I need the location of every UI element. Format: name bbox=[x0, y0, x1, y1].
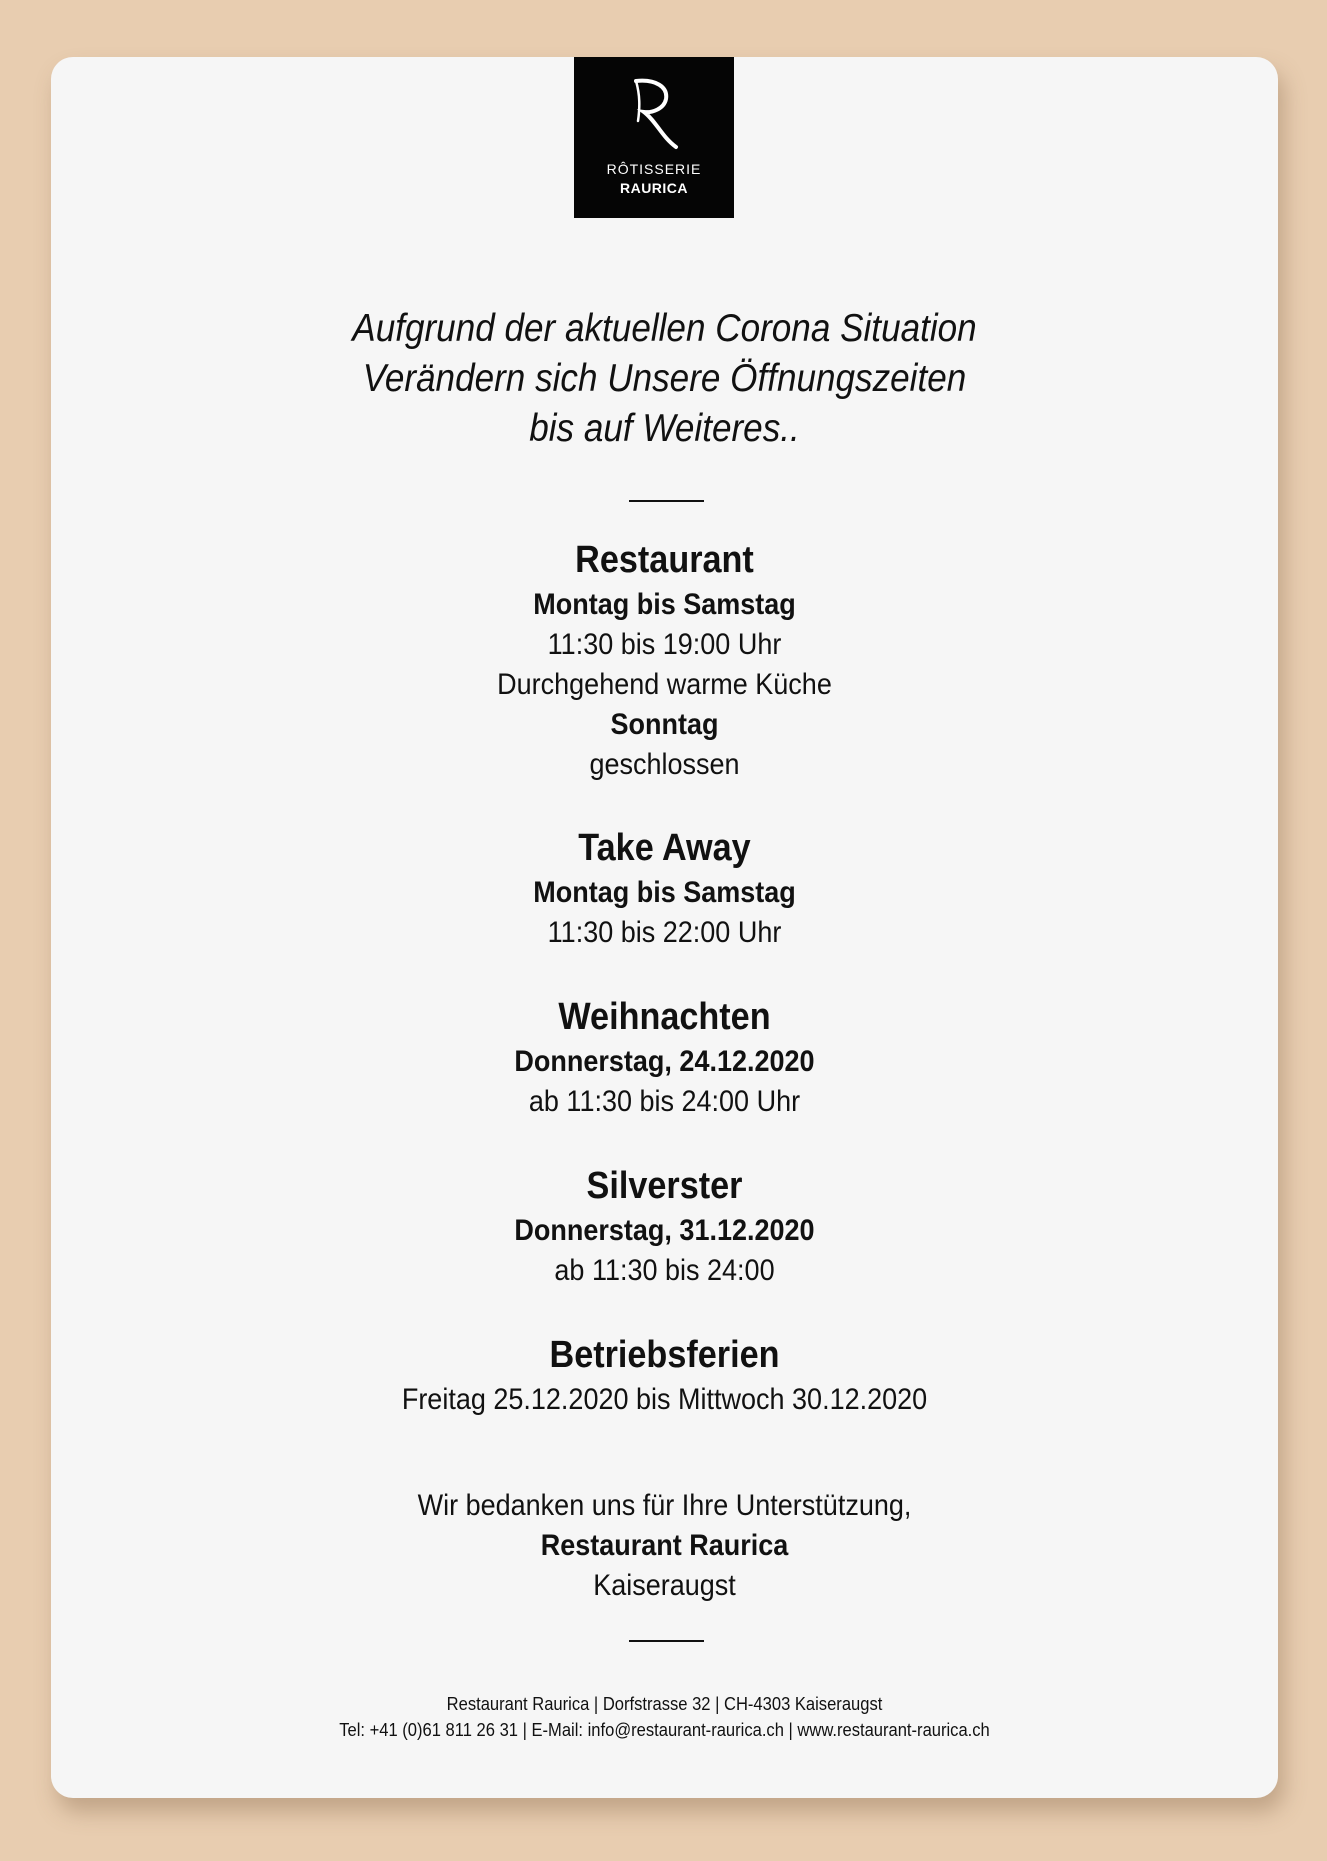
footer bbox=[51, 1691, 1278, 1743]
date-label: Donnerstag, 24.12.2020 bbox=[514, 1045, 815, 1078]
intro-line: Aufgrund der aktuellen Corona Situation bbox=[352, 307, 977, 350]
section-title: Silverster bbox=[586, 1165, 743, 1207]
logo-line-raurica: RAURICA bbox=[619, 180, 689, 196]
thanks-line: Wir bedanken uns für Ihre Unterstützung, bbox=[417, 1489, 912, 1522]
divider-bottom bbox=[629, 1640, 704, 1642]
section-title: Betriebsferien bbox=[549, 1334, 780, 1376]
divider-top bbox=[629, 500, 704, 502]
section-title: Restaurant bbox=[575, 539, 754, 581]
location-text: Kaiseraugst bbox=[593, 1569, 736, 1602]
days-label: Montag bis Samstag bbox=[533, 588, 796, 621]
thanks-block bbox=[51, 1486, 1278, 1606]
footer-address: Restaurant Raurica | Dorfstrasse 32 | CH-4303 Kaiseraugst bbox=[446, 1694, 883, 1714]
date-label: Donnerstag, 31.12.2020 bbox=[514, 1214, 815, 1247]
days-label: Montag bis Samstag bbox=[533, 876, 796, 909]
intro-line: Verändern sich Unsere Öffnungszeiten bbox=[362, 357, 967, 400]
section-title: Take Away bbox=[578, 827, 751, 869]
hours-text: ab 11:30 bis 24:00 bbox=[554, 1254, 775, 1287]
section-takeaway bbox=[51, 823, 1278, 953]
days-label: Sonntag bbox=[610, 708, 719, 741]
restaurant-name: Restaurant Raurica bbox=[540, 1529, 789, 1562]
section-restaurant bbox=[51, 535, 1278, 785]
dates-text: Freitag 25.12.2020 bis Mittwoch 30.12.2020 bbox=[401, 1383, 928, 1416]
section-ferien bbox=[51, 1330, 1278, 1420]
restaurant-logo bbox=[574, 57, 734, 218]
intro-text bbox=[112, 304, 1216, 454]
section-title: Weihnachten bbox=[558, 996, 771, 1038]
intro-line: bis auf Weiteres.. bbox=[529, 407, 800, 450]
hours-text: ab 11:30 bis 24:00 Uhr bbox=[528, 1085, 801, 1118]
kitchen-note: Durchgehend warme Küche bbox=[497, 668, 832, 701]
hours-text: 11:30 bis 22:00 Uhr bbox=[547, 916, 782, 949]
hours-text: 11:30 bis 19:00 Uhr bbox=[547, 628, 782, 661]
logo-line-rotisserie: RÔTISSERIE bbox=[606, 161, 702, 177]
hours-text: geschlossen bbox=[589, 748, 740, 781]
section-weihnachten bbox=[51, 992, 1278, 1122]
logo-r-icon bbox=[626, 77, 682, 153]
footer-contact: Tel: +41 (0)61 811 26 31 | E-Mail: info@restaurant-raurica.ch | www.restaurant-raurica.ch bbox=[339, 1720, 990, 1740]
section-silvester bbox=[51, 1161, 1278, 1291]
